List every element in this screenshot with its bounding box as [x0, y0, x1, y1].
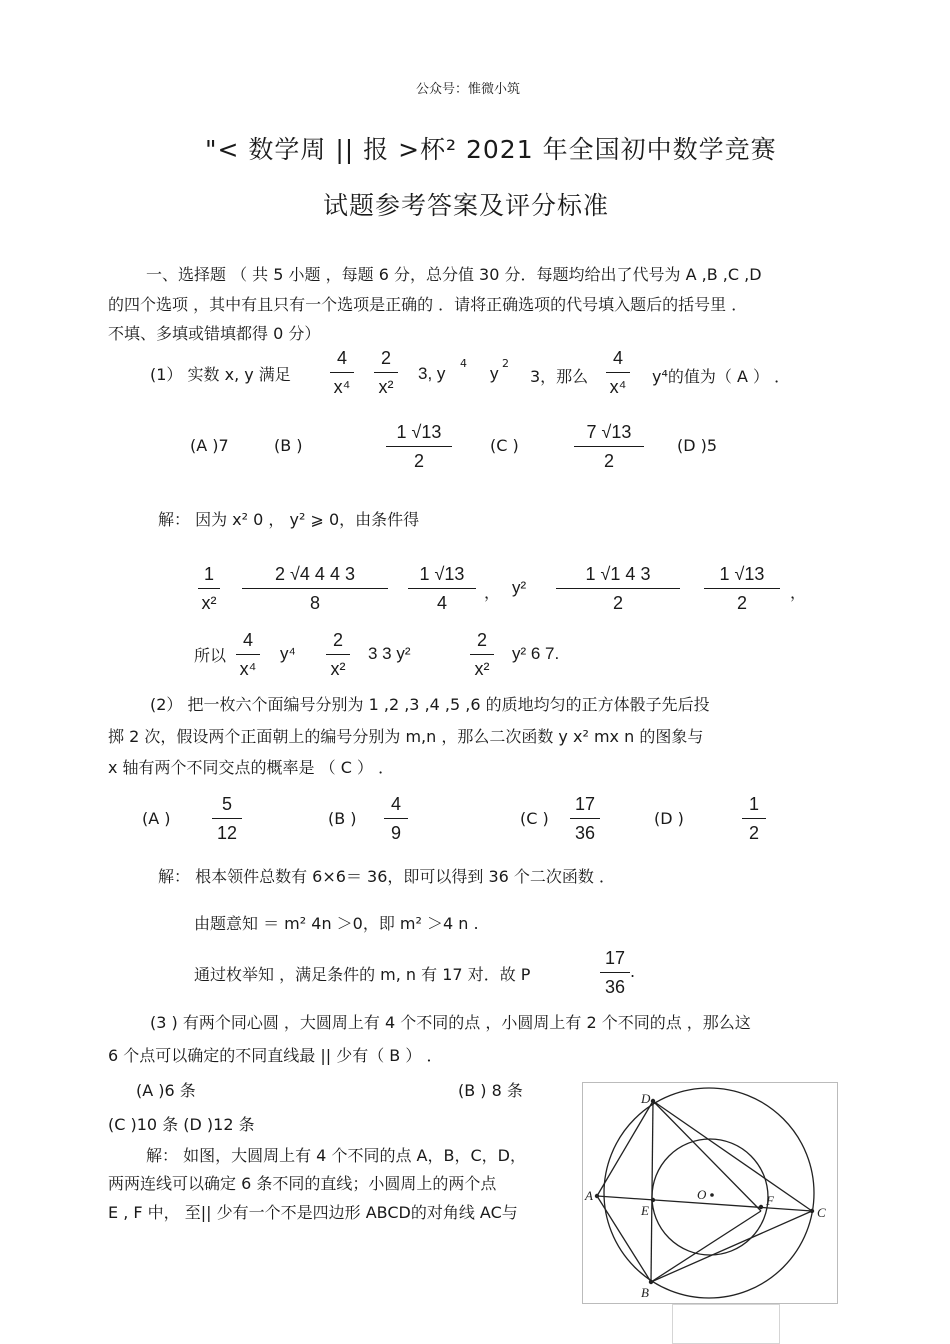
sol1-y-squared: y² [512, 578, 527, 597]
q1-option-d: (D )5 [677, 436, 718, 455]
figure-label-a: A [585, 1188, 593, 1203]
q2-line-3: x 轴有两个不同交点的概率是 （ C ） ． [108, 758, 395, 777]
q1-fraction-a-num: 4 [336, 348, 347, 368]
sol2-line-2: 由题意知 ＝ m² 4n ＞0，即 m² ＞4 n . [194, 914, 479, 933]
blank-box [672, 1304, 780, 1344]
q1-sup-4: 4 [460, 357, 467, 370]
q2-option-b-den: 9 [390, 823, 401, 843]
q1-option-c-num: 7 √13 [586, 422, 632, 442]
q1-option-c-den: 2 [603, 451, 614, 471]
sol1-fraction-2 [242, 562, 388, 615]
q2-option-a-num: 5 [221, 794, 232, 814]
sol1-g2-num: 2 [332, 630, 343, 650]
q2-option-d-fraction [742, 792, 766, 845]
q1-option-c-fraction [574, 420, 644, 473]
q1-tail: y⁴的值为（ A ） ． [652, 367, 791, 386]
figure-label-c: C [817, 1205, 826, 1220]
sol1-so: 所以 [194, 646, 227, 665]
concentric-circles-figure [582, 1082, 838, 1304]
q1-fraction-a-den: x⁴ [333, 377, 351, 397]
sol1-f4-num: 1 √1 4 3 [585, 564, 651, 584]
sol1-f5-den: 2 [736, 593, 747, 613]
figure-label-e: E [641, 1203, 649, 1218]
q1-option-c: (C ) [490, 436, 519, 455]
sol2-p-fraction [600, 946, 630, 999]
figure-svg [583, 1083, 837, 1303]
large-circle [604, 1088, 814, 1298]
q2-option-d: (D ) [654, 809, 684, 828]
q1-eq-end: 3，那么 [530, 367, 589, 386]
sol2-dot: . [630, 962, 636, 981]
q1-option-b-den: 2 [413, 451, 424, 471]
q2-option-a-den: 12 [216, 823, 238, 843]
figure-label-b: B [641, 1285, 649, 1300]
sol1-f2-num: 2 √4 4 4 3 [275, 564, 355, 584]
sol1-g1-den: x⁴ [239, 659, 257, 679]
q1-option-b: (B ) [274, 436, 303, 455]
q3-option-a: (A )6 条 [136, 1081, 196, 1100]
sol1-comma-2: ， [790, 583, 807, 602]
q3-solution-line-1: 解： 如图，大圆周上有 4 个不同的点 A，B，C，D， [146, 1146, 526, 1165]
q1-option-a: (A )7 [190, 436, 229, 455]
sol1-f4-den: 2 [612, 593, 623, 613]
sol2-line-1: 解： 根本领件总数有 6×6＝ 36，即可以得到 36 个二次函数 ． [158, 867, 616, 886]
q1-fraction-a [330, 346, 354, 399]
figure-label-o: O [697, 1187, 707, 1202]
sol1-fraction-g2 [326, 628, 350, 681]
intro-line-2: 的四个选项 ，其中有且只有一个选项是正确的 ．请将正确选项的代号填入题后的括号里 ． [108, 295, 748, 314]
sol1-fraction-g3 [470, 628, 494, 681]
q2-option-b-num: 4 [390, 794, 401, 814]
q1-sup-2: 2 [502, 357, 509, 370]
sol1-fraction-g1 [236, 628, 260, 681]
q2-option-c: (C ) [520, 809, 549, 828]
q2-option-c-num: 17 [574, 794, 596, 814]
sol2-p-num: 17 [604, 948, 626, 968]
q1-option-b-num: 1 √13 [396, 422, 442, 442]
q2-option-c-den: 36 [574, 823, 596, 843]
page-title: "< 数学周 || 报 >杯² 2021 年全国初中数学竞赛 [205, 135, 777, 164]
sol1-g2-den: x² [330, 659, 346, 679]
q3-solution-line-2: 两两连线可以确定 6 条不同的直线；小圆周上的两个点 [108, 1174, 497, 1193]
sol1-f1-num: 1 [203, 564, 214, 584]
q1-fraction-b-num: 2 [380, 348, 391, 368]
q1-eq-mid: 3, y [418, 364, 446, 383]
sol2-line-3: 通过枚举知 ，满足条件的 m, n 有 17 对．故 P [194, 965, 531, 984]
sol1-f3-den: 4 [436, 593, 447, 613]
sol1-f3-num: 1 √13 [419, 564, 465, 584]
sol1-fraction-3 [408, 562, 476, 615]
q1-lead: (1） 实数 x, y 满足 [150, 365, 291, 384]
q2-option-d-den: 2 [748, 823, 759, 843]
q3-option-b: (B ) 8 条 [458, 1081, 523, 1100]
q1-fraction-b [374, 346, 398, 399]
figure-label-d: D [641, 1091, 651, 1106]
q2-option-c-fraction [570, 792, 600, 845]
sol1-y-fourth: y⁴ [280, 644, 296, 663]
q1-fraction-c-den: x⁴ [609, 377, 627, 397]
sol1-g3-den: x² [474, 659, 490, 679]
q2-option-a-fraction [212, 792, 242, 845]
sol1-f2-den: 8 [309, 593, 320, 613]
q1-option-b-fraction [386, 420, 452, 473]
sol1-g3-num: 2 [476, 630, 487, 650]
sol2-p-den: 36 [604, 977, 626, 997]
sol1-end: y² 6 7. [512, 644, 560, 663]
q1-fraction-c [606, 346, 630, 399]
page-header-source: 公众号：惟微小筑 [416, 82, 521, 97]
q1-fraction-b-den: x² [378, 377, 394, 397]
q2-option-b-fraction [384, 792, 408, 845]
sol1-fraction-4 [556, 562, 680, 615]
q2-option-d-num: 1 [748, 794, 759, 814]
q2-option-a: (A ) [142, 809, 171, 828]
q3-option-cd: (C )10 条 (D )12 条 [108, 1115, 255, 1134]
figure-label-f: F [766, 1193, 774, 1208]
intro-line-1: 一、选择题 （ 共 5 小题 ，每题 6 分，总分值 30 分．每题均给出了代号为 A ,B ,C ,D [146, 265, 762, 284]
q2-option-b: (B ) [328, 809, 357, 828]
q2-line-1: (2） 把一枚六个面编号分别为 1 ,2 ,3 ,4 ,5 ,6 的质地均匀的正方体骰子先后投 [150, 695, 710, 714]
sol1-f5-num: 1 √13 [719, 564, 765, 584]
sol1-comma-1: ， [484, 583, 501, 602]
intro-line-3: 不填、多填或错填都得 0 分） [108, 324, 321, 343]
sol1-f1-den: x² [201, 593, 217, 613]
sol1-g1-num: 4 [242, 630, 253, 650]
sol1-line-1: 解： 因为 x² 0 ， y² ⩾ 0，由条件得 [158, 510, 420, 529]
q1-fraction-c-num: 4 [612, 348, 623, 368]
page-subtitle: 试题参考答案及评分标准 [323, 191, 610, 220]
q3-line-1: (3 ) 有两个同心圆 ，大圆周上有 4 个不同的点 ，小圆周上有 2 个不同的点 ，那么这 [150, 1013, 751, 1032]
q1-eq-y: y [490, 364, 499, 383]
q3-solution-line-3: E , F 中， 至|| 少有一个不是四边形 ABCD的对角线 AC与 [108, 1203, 518, 1222]
sol1-fraction-1 [198, 562, 220, 615]
sol1-mid: 3 3 y² [368, 644, 411, 663]
q3-line-2: 6 个点可以确定的不同直线最 || 少有（ B ） ． [108, 1046, 443, 1065]
sol1-fraction-5 [704, 562, 780, 615]
q2-line-2: 掷 2 次，假设两个正面朝上的编号分别为 m,n ，那么二次函数 y x² mx n 的图象与 [108, 727, 704, 746]
